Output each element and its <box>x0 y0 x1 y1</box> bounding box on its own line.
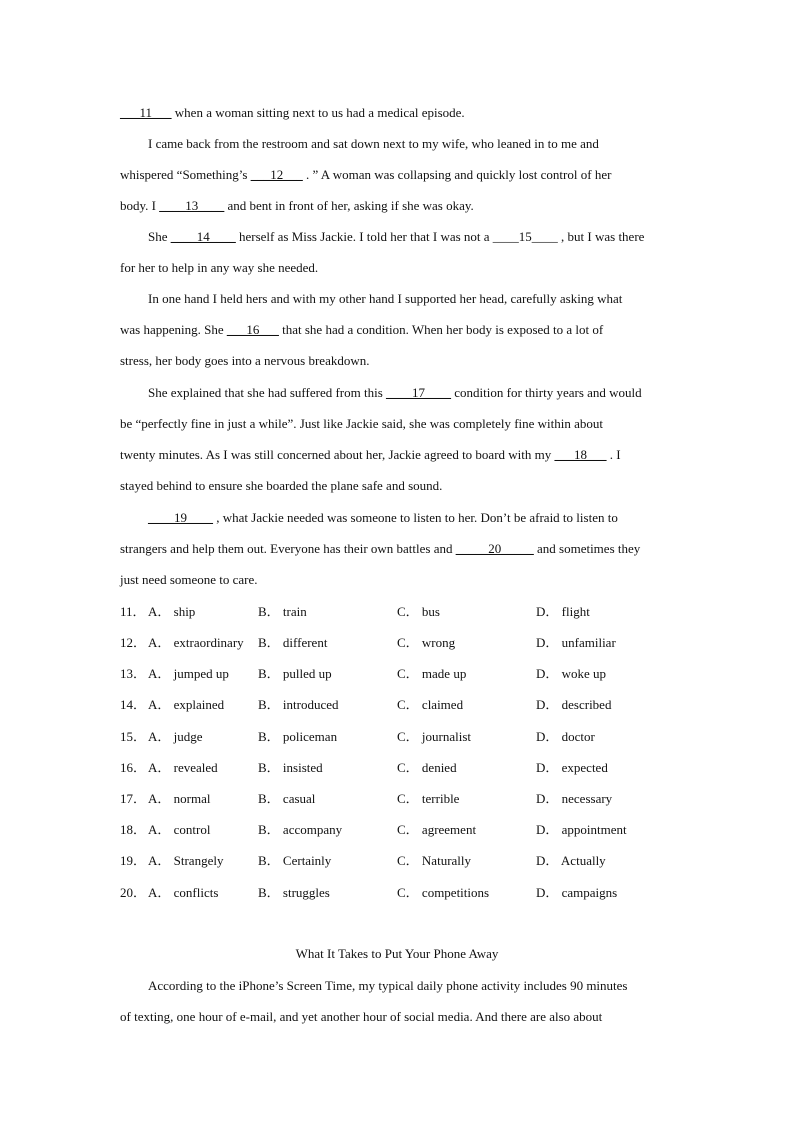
question-row-13: 13． A． jumped up B． pulled up C． made up D． woke up <box>120 666 607 681</box>
option-d: D． campaigns <box>536 885 618 900</box>
passage-line-10: She explained that she had suffered from this ____17____ condition for thirty years and would <box>148 385 642 400</box>
option-b: B． casual <box>258 791 316 806</box>
blank-19: ____19____ <box>148 510 213 525</box>
option-c: C． wrong <box>397 635 456 650</box>
option-c: C． denied <box>397 760 457 775</box>
passage-line-3: whispered “Something’s ___12___ . ” A woman was collapsing and quickly lost control of her <box>120 167 612 182</box>
option-d: D． necessary <box>536 791 613 806</box>
option-c: C． journalist <box>397 729 472 744</box>
passage-line-6: for her to help in any way she needed. <box>120 260 319 275</box>
option-a: A． Strangely <box>148 853 224 868</box>
question-row-11: 11． A． ship B． train C． bus D． flight <box>120 604 590 619</box>
option-c: C． made up <box>397 666 467 681</box>
question-row-20: 20． A． conflicts B． struggles C． competitions D． campaigns <box>120 885 618 900</box>
passage-line-15: strangers and help them out. Everyone has their own battles and _____20_____ and sometimes they <box>120 541 641 556</box>
option-d: D． doctor <box>536 729 595 744</box>
blank-14: ____14____ <box>170 229 236 244</box>
option-d: D． expected <box>536 760 608 775</box>
passage-line-7: In one hand I held hers and with my other hand I supported her head, carefully asking what <box>148 291 623 306</box>
passage-line-9: stress, her body goes into a nervous breakdown. <box>120 353 370 368</box>
option-b: B． struggles <box>258 885 330 900</box>
option-b: B． policeman <box>258 729 338 744</box>
option-a: A． extraordinary <box>148 635 244 650</box>
passage-line-4: body. I ____13____ and bent in front of her, asking if she was okay. <box>120 198 474 213</box>
passage-line-5: She ____14____ herself as Miss Jackie. I told her that I was not a ____15____ , but I was there <box>148 229 645 244</box>
question-row-19: 19． A． Strangely B． Certainly C． Naturally D． Actually <box>120 853 606 868</box>
option-b: B． insisted <box>258 760 323 775</box>
option-c: C． bus <box>397 604 440 619</box>
option-c: C． Naturally <box>397 853 472 868</box>
passage-line-13: stayed behind to ensure she boarded the plane safe and sound. <box>120 478 443 493</box>
option-a: A． revealed <box>148 760 218 775</box>
option-a: A． jumped up <box>148 666 229 681</box>
option-d: D． flight <box>536 604 590 619</box>
option-b: B． accompany <box>258 822 343 837</box>
blank-16: ___16___ <box>226 322 279 337</box>
option-b: B． different <box>258 635 328 650</box>
question-row-17: 17． A． normal B． casual C． terrible D． necessary <box>120 791 613 806</box>
passage-line-11: be “perfectly fine in just a while”. Just like Jackie said, she was completely fine within about <box>120 416 604 431</box>
option-c: C． competitions <box>397 885 490 900</box>
blank-13: ____13____ <box>159 198 225 213</box>
passage-title: What It Takes to Put Your Phone Away <box>295 946 499 961</box>
question-row-16: 16． A． revealed B． insisted C． denied D． expected <box>120 760 608 775</box>
option-d: D． described <box>536 697 612 712</box>
blank-20: _____20_____ <box>455 541 534 556</box>
blank-18: ___18___ <box>554 447 607 462</box>
option-c: C． terrible <box>397 791 460 806</box>
passage-line-8: was happening. She ___16___ that she had a condition. When her body is exposed to a lot of <box>120 322 604 337</box>
blank-12: ___12___ <box>250 167 303 182</box>
next-passage-line-1: According to the iPhone’s Screen Time, my typical daily phone activity includes 90 minutes <box>148 978 628 993</box>
option-b: B． introduced <box>258 697 339 712</box>
passage-line-2: I came back from the restroom and sat down next to my wife, who leaned in to me and <box>148 136 599 151</box>
option-d: D． woke up <box>536 666 607 681</box>
option-a: A． judge <box>148 729 203 744</box>
question-row-14: 14． A． explained B． introduced C． claimed D． described <box>120 697 612 712</box>
question-row-12: 12． A． extraordinary B． different C． wrong D． unfamiliar <box>120 635 616 650</box>
option-a: A． conflicts <box>148 885 219 900</box>
question-row-15: 15． A． judge B． policeman C． journalist D． doctor <box>120 729 595 744</box>
option-d: D． unfamiliar <box>536 635 616 650</box>
option-b: B． Certainly <box>258 853 332 868</box>
option-b: B． pulled up <box>258 666 332 681</box>
option-a: A． control <box>148 822 211 837</box>
passage-line-16: just need someone to care. <box>120 572 258 587</box>
option-d: D． Actually <box>536 853 606 868</box>
option-c: C． agreement <box>397 822 477 837</box>
question-row-18: 18． A． control B． accompany C． agreement D． appointment <box>120 822 627 837</box>
option-c: C． claimed <box>397 697 464 712</box>
blank-17: ____17____ <box>386 385 452 400</box>
option-b: B． train <box>258 604 307 619</box>
option-a: A． ship <box>148 604 196 619</box>
blank-11: ___11___ <box>120 105 172 120</box>
option-a: A． normal <box>148 791 211 806</box>
option-a: A． explained <box>148 697 225 712</box>
passage-line-14: ____19____ , what Jackie needed was someone to listen to her. Don’t be afraid to listen to <box>148 510 618 525</box>
next-passage-line-2: of texting, one hour of e-mail, and yet another hour of social media. And there are also about <box>120 1009 603 1024</box>
passage-line-12: twenty minutes. As I was still concerned about her, Jackie agreed to board with my ___18___ . I <box>120 447 621 462</box>
option-d: D． appointment <box>536 822 627 837</box>
passage-line-1: ___11___ when a woman sitting next to us had a medical episode. <box>120 105 465 120</box>
